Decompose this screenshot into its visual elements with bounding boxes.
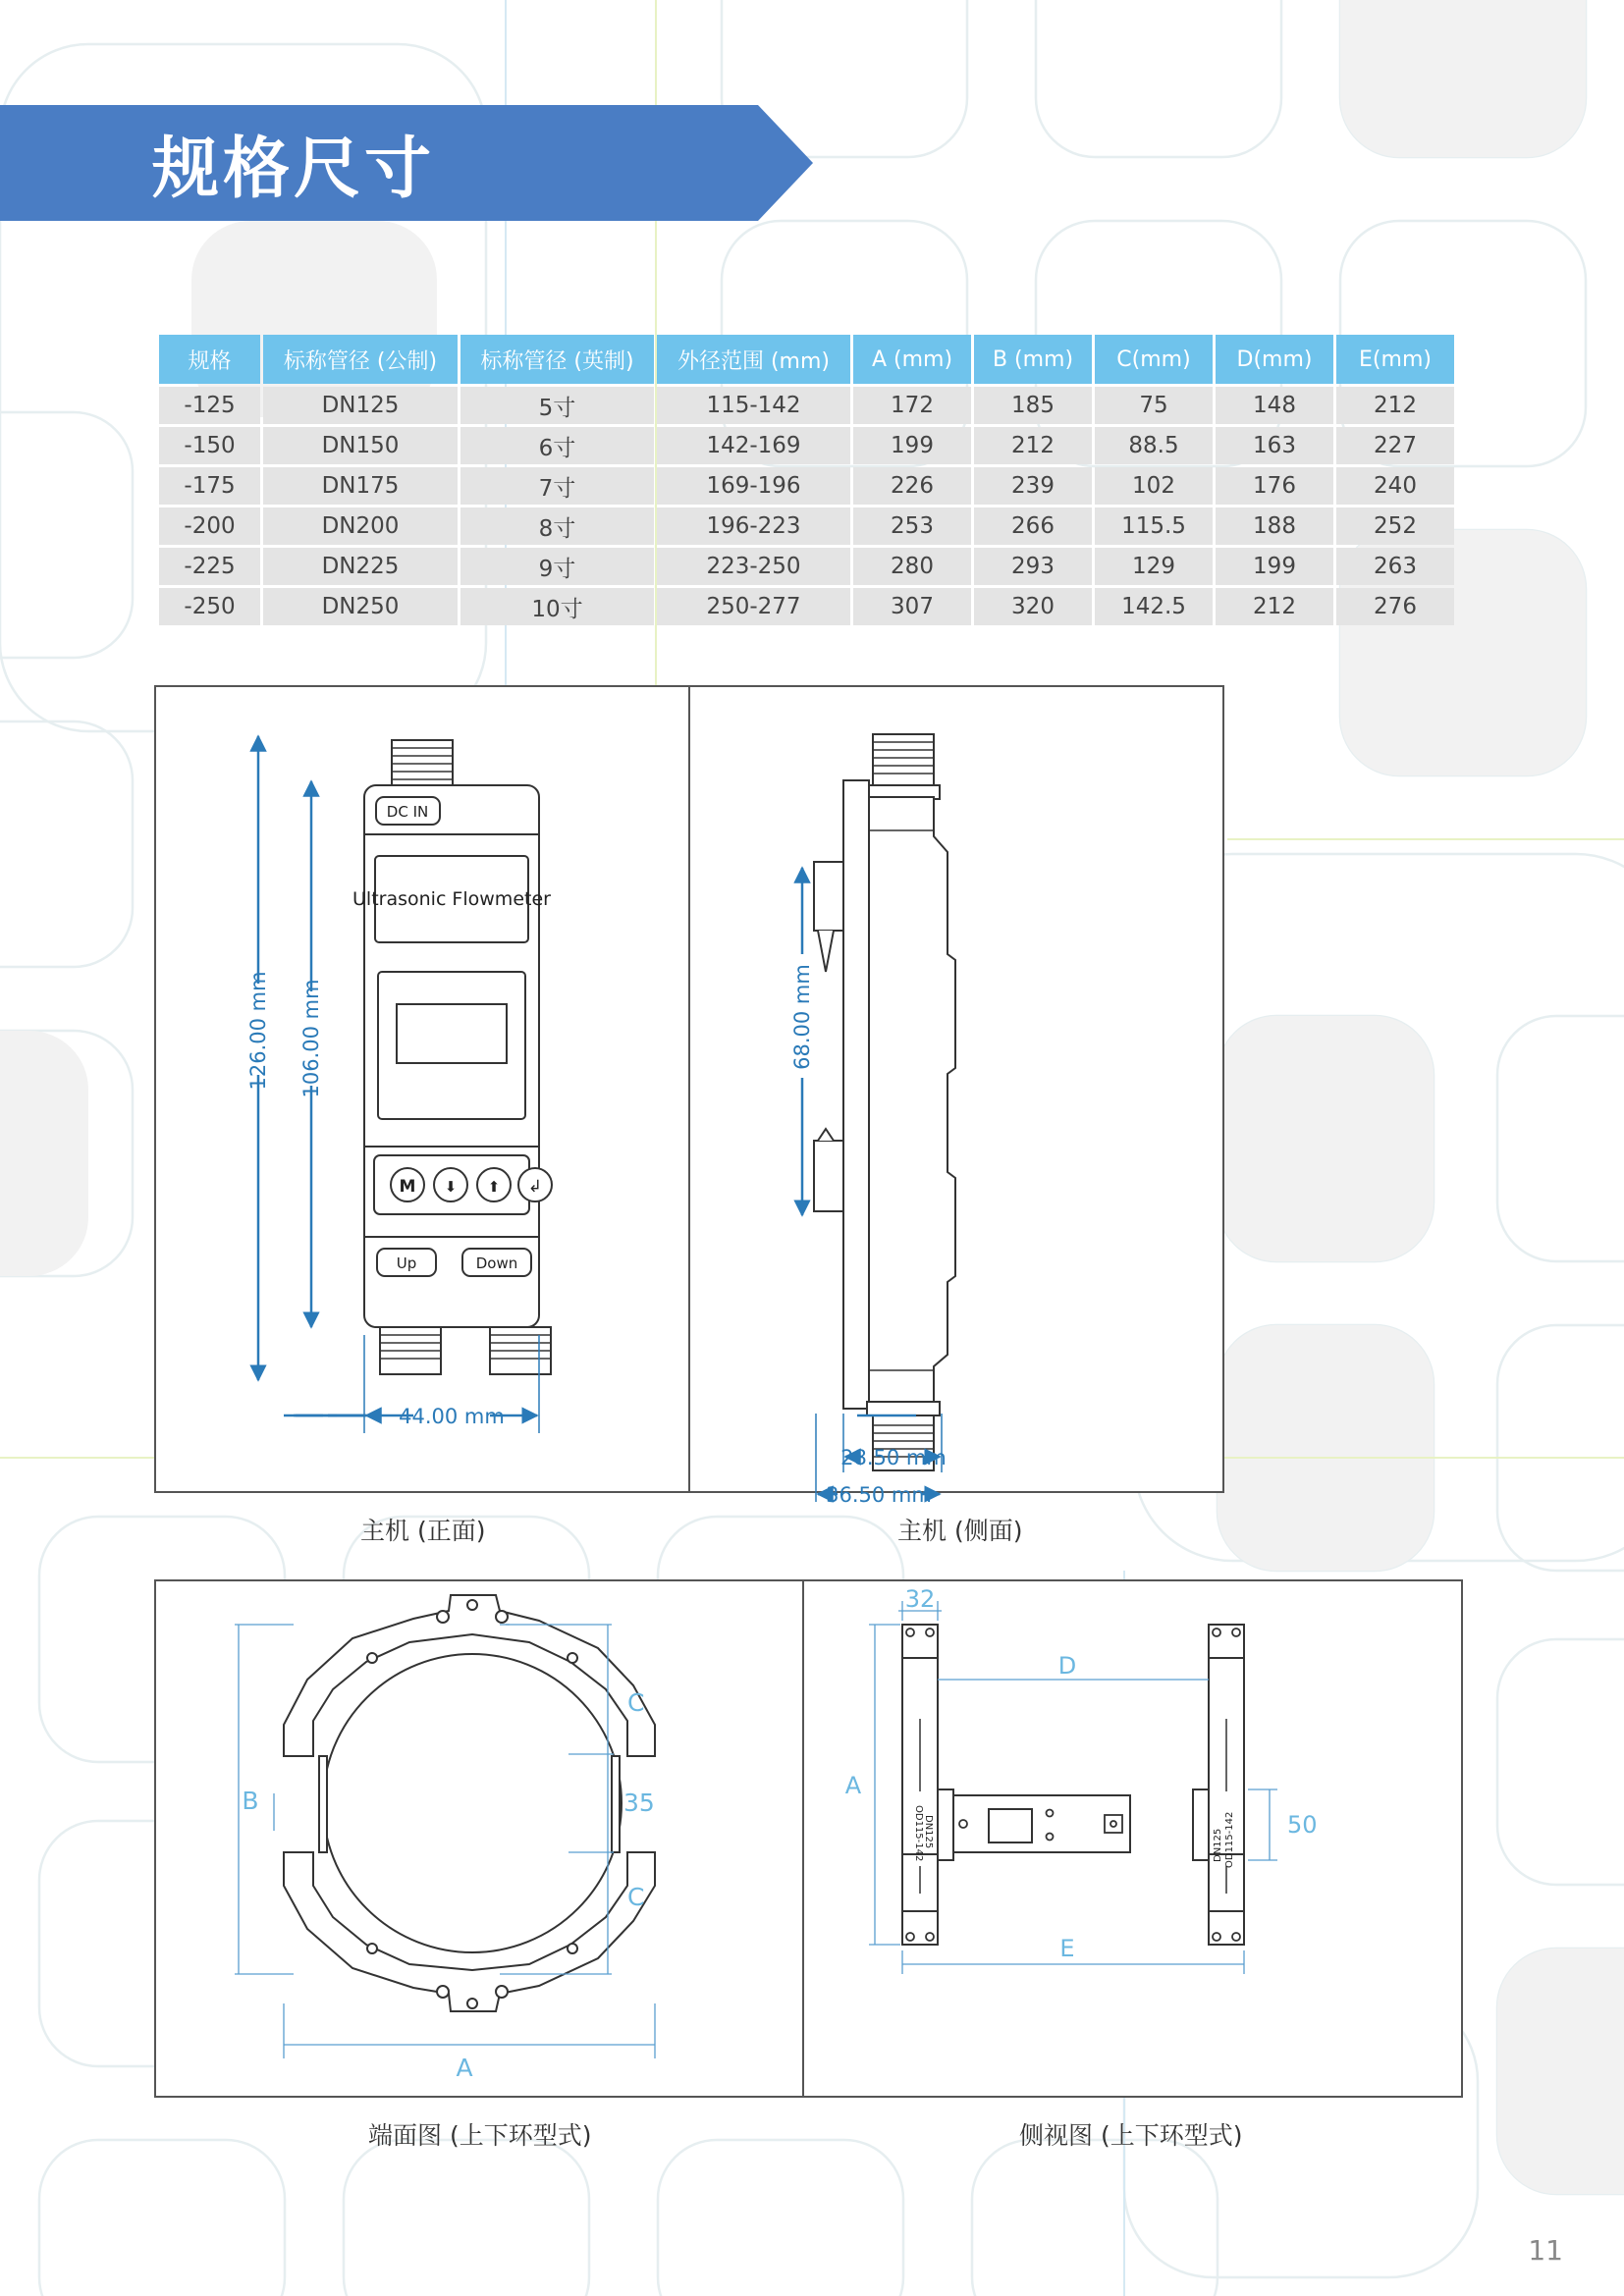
profile-view-panel	[802, 1579, 1463, 2098]
end-view-caption: 端面图 (上下环型式)	[368, 2121, 592, 2150]
table-header-cell: E(mm)	[1336, 335, 1454, 384]
ring-label-left-size: DN125	[923, 1815, 934, 1849]
table-cell: 307	[853, 588, 971, 625]
table-cell: 239	[974, 467, 1092, 505]
dim-depth-body: 28.50 mm	[840, 1446, 947, 1469]
table-header-cell: A (mm)	[853, 335, 971, 384]
ring-label-right-size: DN125	[1213, 1828, 1223, 1862]
profile-view-drawing	[804, 1581, 1461, 2096]
table-cell: 250-277	[657, 588, 850, 625]
table-cell: -175	[159, 467, 260, 505]
table-cell: 212	[974, 427, 1092, 464]
table-cell: 252	[1336, 507, 1454, 545]
table-row	[159, 427, 1454, 464]
end-view-panel	[154, 1579, 805, 2098]
front-view-caption: 主机 (正面)	[360, 1517, 486, 1545]
table-cell: 266	[974, 507, 1092, 545]
dc-in-label: DC IN	[386, 803, 429, 821]
dim-height-total: 126.00 mm	[246, 971, 270, 1091]
front-view-panel	[154, 685, 690, 1493]
table-header-cell: B (mm)	[974, 335, 1092, 384]
table-cell: -200	[159, 507, 260, 545]
table-cell: 199	[853, 427, 971, 464]
table-cell: 102	[1095, 467, 1213, 505]
table-cell: 5寸	[460, 387, 654, 424]
table-cell: 115-142	[657, 387, 850, 424]
side-view-panel	[688, 685, 1224, 1507]
side-view-caption: 主机 (侧面)	[897, 1517, 1023, 1545]
table-cell: 240	[1336, 467, 1454, 505]
table-cell: 176	[1216, 467, 1333, 505]
dim-c-bottom: C	[627, 1883, 645, 1911]
table-cell: 172	[853, 387, 971, 424]
table-row	[159, 588, 1454, 625]
table-cell: 227	[1336, 427, 1454, 464]
device-name-label: Ultrasonic Flowmeter	[352, 888, 551, 910]
table-cell: 75	[1095, 387, 1213, 424]
end-view-drawing	[156, 1581, 803, 2096]
table-cell: 148	[1216, 387, 1333, 424]
page-title: 规格尺寸	[152, 131, 436, 208]
table-cell: 276	[1336, 588, 1454, 625]
table-cell: 199	[1216, 548, 1333, 585]
dim-e: E	[1059, 1935, 1075, 1962]
table-cell: 9寸	[460, 548, 654, 585]
table-header-cell: 规格	[159, 335, 260, 384]
table-cell: -250	[159, 588, 260, 625]
dim-c-top: C	[627, 1688, 645, 1717]
dim-depth-total: 36.50 mm	[826, 1483, 932, 1507]
table-row	[159, 507, 1454, 545]
menu-key-icon: M	[399, 1177, 416, 1197]
table-cell: DN175	[263, 467, 458, 505]
table-cell: -225	[159, 548, 260, 585]
table-header-cell: D(mm)	[1216, 335, 1333, 384]
table-cell: 263	[1336, 548, 1454, 585]
dim-gap: 35	[623, 1789, 655, 1817]
up-port-label: Up	[396, 1255, 417, 1272]
table-cell: 293	[974, 548, 1092, 585]
table-cell: 142.5	[1095, 588, 1213, 625]
table-cell: 142-169	[657, 427, 850, 464]
page-number: 11	[1528, 2234, 1563, 2267]
table-cell: -150	[159, 427, 260, 464]
table-cell: DN250	[263, 588, 458, 625]
side-view-drawing	[690, 687, 1222, 1507]
table-cell: 212	[1336, 387, 1454, 424]
table-cell: 169-196	[657, 467, 850, 505]
dim-height: 50	[1287, 1811, 1318, 1839]
table-cell: 185	[974, 387, 1092, 424]
dim-b: B	[242, 1787, 259, 1815]
table-cell: 8寸	[460, 507, 654, 545]
table-row	[159, 467, 1454, 505]
dim-height-body: 106.00 mm	[299, 979, 323, 1098]
down-port-label: Down	[475, 1255, 518, 1272]
table-cell: 280	[853, 548, 971, 585]
dim-width: 32	[904, 1585, 936, 1613]
table-cell: -125	[159, 387, 260, 424]
table-cell: 253	[853, 507, 971, 545]
table-cell: 163	[1216, 427, 1333, 464]
dim-a: A	[844, 1772, 862, 1799]
table-cell: 7寸	[460, 467, 654, 505]
enter-key-icon: ↲	[527, 1177, 543, 1197]
ring-label-right-od: OD115-142	[1224, 1811, 1235, 1868]
dim-d: D	[1057, 1652, 1077, 1680]
dim-a: A	[456, 2054, 473, 2082]
table-header-cell: 标称管径 (公制)	[263, 335, 458, 384]
table-cell: 115.5	[1095, 507, 1213, 545]
dim-height: 68.00 mm	[790, 964, 814, 1070]
table-cell: 212	[1216, 588, 1333, 625]
table-cell: DN125	[263, 387, 458, 424]
ring-label-left-od: OD115-142	[913, 1805, 924, 1862]
table-cell: 188	[1216, 507, 1333, 545]
down-key-icon: ⬇	[444, 1178, 458, 1196]
table-header-cell: C(mm)	[1095, 335, 1213, 384]
table-header-cell: 标称管径 (英制)	[460, 335, 654, 384]
table-cell: 223-250	[657, 548, 850, 585]
table-cell: 10寸	[460, 588, 654, 625]
table-row	[159, 387, 1454, 424]
table-cell: DN150	[263, 427, 458, 464]
spec-table	[156, 332, 1457, 628]
table-cell: 196-223	[657, 507, 850, 545]
table-row	[159, 548, 1454, 585]
table-cell: 88.5	[1095, 427, 1213, 464]
profile-view-caption: 侧视图 (上下环型式)	[1019, 2121, 1243, 2150]
dim-width: 44.00 mm	[399, 1405, 505, 1428]
front-view-drawing	[156, 687, 688, 1491]
table-cell: DN225	[263, 548, 458, 585]
table-cell: DN200	[263, 507, 458, 545]
table-header-cell: 外径范围 (mm)	[657, 335, 850, 384]
table-cell: 320	[974, 588, 1092, 625]
table-cell: 129	[1095, 548, 1213, 585]
table-cell: 6寸	[460, 427, 654, 464]
table-cell: 226	[853, 467, 971, 505]
table-header-row	[159, 335, 1454, 384]
up-key-icon: ⬆	[487, 1178, 501, 1196]
